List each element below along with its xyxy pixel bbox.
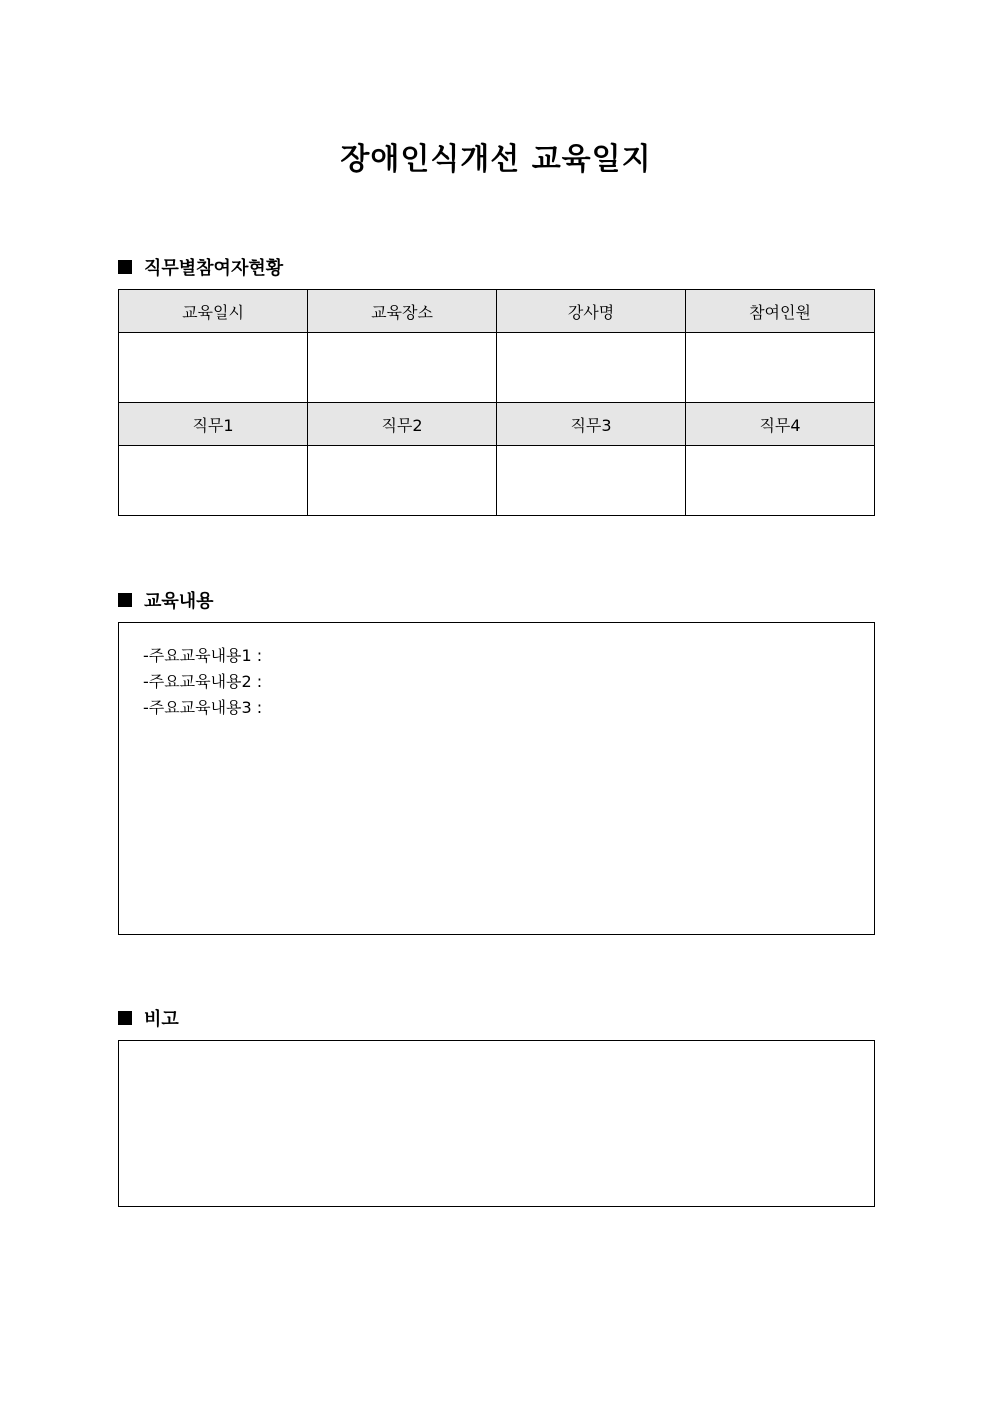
- instructor-cell[interactable]: [497, 333, 686, 403]
- job-4-cell[interactable]: [686, 446, 875, 516]
- header-cell-job-1: 직무1: [119, 403, 308, 446]
- remarks-box[interactable]: [118, 1040, 875, 1207]
- page-title: 장애인식개선 교육일지: [340, 142, 652, 177]
- table-row: [119, 446, 875, 516]
- square-bullet-icon: [118, 1011, 132, 1025]
- job-3-cell[interactable]: [497, 446, 686, 516]
- list-item: -주요교육내용3 :: [143, 698, 263, 717]
- header-cell-edu-datetime: 교육일시: [119, 290, 308, 333]
- participant-count-cell[interactable]: [686, 333, 875, 403]
- list-item: -주요교육내용1 :: [143, 646, 263, 665]
- header-cell-job-2: 직무2: [308, 403, 497, 446]
- content-box[interactable]: [118, 622, 875, 935]
- job-1-cell[interactable]: [119, 446, 308, 516]
- header-cell-job-4: 직무4: [686, 403, 875, 446]
- edu-datetime-cell[interactable]: [119, 333, 308, 403]
- content-section-heading: [118, 587, 214, 613]
- header-cell-instructor: 강사명: [497, 290, 686, 333]
- square-bullet-icon: [118, 593, 132, 607]
- header-cell-participant-count: 참여인원: [686, 290, 875, 333]
- participants-table: [118, 289, 875, 516]
- job-2-cell[interactable]: [308, 446, 497, 516]
- table-row: [119, 333, 875, 403]
- content-heading-text: 교육내용: [144, 591, 214, 612]
- header-cell-edu-location: 교육장소: [308, 290, 497, 333]
- edu-location-cell[interactable]: [308, 333, 497, 403]
- participants-section-heading: [118, 254, 283, 280]
- header-cell-job-3: 직무3: [497, 403, 686, 446]
- remarks-heading-text: 비고: [144, 1009, 179, 1030]
- square-bullet-icon: [118, 260, 132, 274]
- table-header-row: [119, 290, 875, 333]
- participants-heading-text: 직무별참여자현황: [144, 258, 284, 279]
- content-list: [143, 643, 262, 721]
- remarks-section-heading: [118, 1005, 179, 1031]
- list-item: -주요교육내용2 :: [143, 672, 263, 691]
- table-header-row: [119, 403, 875, 446]
